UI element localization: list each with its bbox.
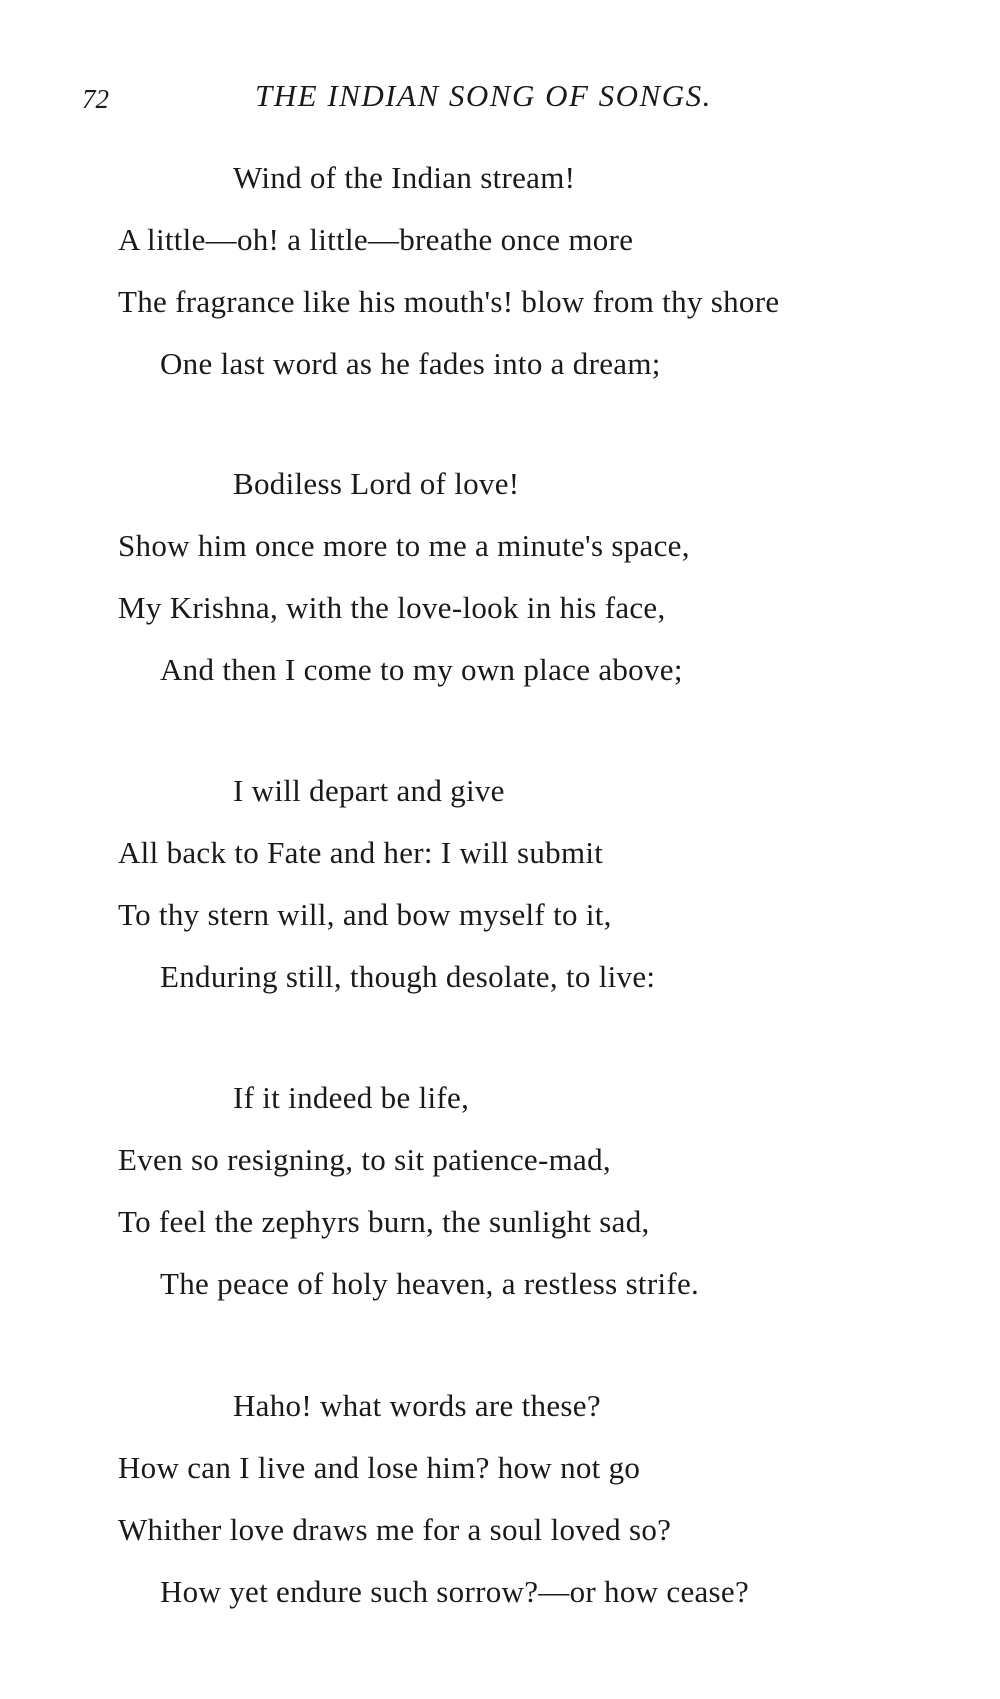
poem-line: To feel the zephyrs burn, the sunlight sad, — [118, 1204, 650, 1239]
poem-line: Enduring still, though desolate, to live: — [160, 959, 656, 994]
poem-line: Show him once more to me a minute's space, — [118, 528, 690, 563]
poem-line: Haho! what words are these? — [233, 1388, 601, 1423]
running-title: THE INDIAN SONG OF SONGS. — [255, 78, 712, 113]
poem-line: One last word as he fades into a dream; — [160, 346, 661, 381]
poem-line: I will depart and give — [233, 773, 505, 808]
poem-line: If it indeed be life, — [233, 1080, 470, 1115]
poem-line: Whither love draws me for a soul loved so? — [118, 1512, 672, 1547]
poem-line: Wind of the Indian stream! — [233, 160, 576, 195]
poem-line: How yet endure such sorrow?—or how cease? — [160, 1574, 750, 1609]
poem-line: The fragrance like his mouth's! blow from thy shore — [118, 284, 780, 319]
poem-line: Bodiless Lord of love! — [233, 466, 520, 501]
poem-line: To thy stern will, and bow myself to it, — [118, 897, 612, 932]
poem-line: Even so resigning, to sit patience-mad, — [118, 1142, 611, 1177]
poem-line: And then I come to my own place above; — [160, 652, 683, 687]
page-header — [0, 78, 1000, 118]
poem-line: How can I live and lose him? how not go — [118, 1450, 641, 1485]
poem-line: All back to Fate and her: I will submit — [118, 835, 604, 870]
page-number: 72 — [82, 84, 109, 114]
poem-line: The peace of holy heaven, a restless strife. — [160, 1266, 700, 1301]
poem-line: A little—oh! a little—breathe once more — [118, 222, 634, 257]
poem-line: My Krishna, with the love-look in his face, — [118, 590, 666, 625]
